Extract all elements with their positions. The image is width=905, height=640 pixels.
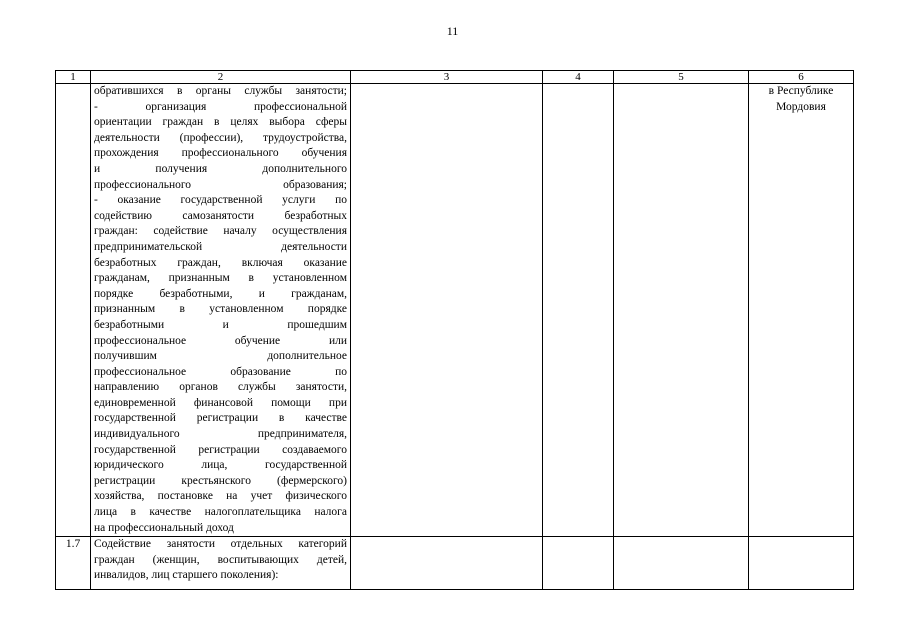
cell-col-3 (351, 84, 543, 537)
text-line: гражданам, признанным в установленном (94, 272, 347, 285)
cell-col-4 (543, 84, 614, 537)
region-text (752, 84, 850, 115)
text-line: содействию самозанятости безработных (94, 209, 347, 222)
text-line: безработных граждан, включая оказание (94, 256, 347, 269)
text-line: Содействие занятости отдельных категорий (94, 538, 347, 551)
row-number-cell: 1.7 (56, 537, 91, 590)
description-text (94, 537, 347, 584)
text-line: государственной регистрации создаваемого (94, 443, 347, 456)
text-line: порядке безработными, и гражданам, (94, 287, 347, 300)
text-line: прохождения профессионального обучения (94, 147, 347, 160)
text-line: признанным в установленном порядке (94, 303, 347, 316)
text-line: и получения дополнительного (94, 162, 347, 175)
header-col-4: 4 (543, 71, 614, 84)
header-col-3: 3 (351, 71, 543, 84)
header-col-5: 5 (614, 71, 749, 84)
text-line: профессионального образования; (94, 178, 347, 191)
header-col-1: 1 (56, 71, 91, 84)
text-line: - организация профессиональной (94, 100, 347, 113)
description-text (94, 84, 347, 536)
region-cell (749, 537, 854, 590)
page-number: 11 (446, 24, 459, 38)
text-line: граждан: содействие началу осуществления (94, 225, 347, 238)
text-line: лица в качестве налогоплательщика налога (94, 506, 347, 519)
text-line: обратившихся в органы службы занятости; (94, 85, 347, 97)
row-number-cell (56, 84, 91, 537)
header-col-6: 6 (749, 71, 854, 84)
text-line: профессиональное обучение или (94, 334, 347, 347)
text-line: юридического лица, государственной (94, 459, 347, 472)
region-cell (749, 84, 854, 537)
text-line: предпринимательской деятельности (94, 240, 347, 253)
table-row (56, 537, 854, 590)
text-line: в Республике (768, 85, 834, 97)
cell-col-5 (614, 537, 749, 590)
text-line: на профессиональный доход (94, 521, 234, 534)
text-line: деятельности (профессии), трудоустройства, (94, 131, 347, 144)
cell-col-4 (543, 537, 614, 590)
text-line: граждан (женщин, воспитывающих детей, (94, 553, 347, 566)
header-col-2: 2 (91, 71, 351, 84)
table-row (56, 84, 854, 537)
text-line: инвалидов, лиц старшего поколения): (94, 569, 279, 582)
text-line: регистрации крестьянского (фермерского) (94, 474, 347, 487)
text-line: государственной регистрации в качестве (94, 412, 347, 425)
cell-col-5 (614, 84, 749, 537)
text-line: ориентации граждан в целях выбора сферы (94, 116, 347, 129)
text-line: безработными и прошедшим (94, 318, 347, 331)
text-line: единовременной финансовой помощи при (94, 396, 347, 409)
text-line: получившим дополнительное (94, 350, 347, 363)
description-cell (91, 84, 351, 537)
description-cell (91, 537, 351, 590)
cell-col-3 (351, 537, 543, 590)
text-line: Мордовия (776, 100, 826, 113)
text-line: направлению органов службы занятости, (94, 381, 347, 394)
text-line: индивидуального предпринимателя, (94, 428, 347, 441)
table-header-row (56, 71, 854, 84)
document-table (55, 70, 854, 590)
text-line: профессиональное образование по (94, 365, 347, 378)
text-line: - оказание государственной услуги по (94, 194, 347, 207)
text-line: хозяйства, постановке на учет физического (94, 490, 347, 503)
